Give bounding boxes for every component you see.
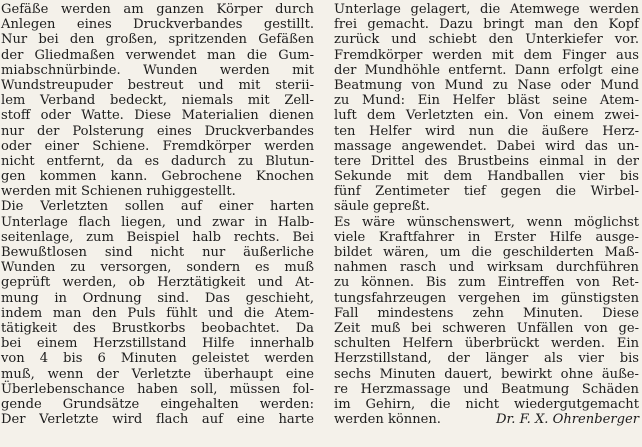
text-line: ten Helfer wird nun die äußere Herz- <box>334 123 639 139</box>
text-line: Fall mindestens zehn Minuten. Diese <box>334 305 639 321</box>
text-line: luft dem Verletzten ein. Von einem zwei- <box>334 108 639 124</box>
text-line: Wunden zu versorgen, sondern es muß <box>1 260 314 276</box>
text-line: zurück und schiebt den Unterkiefer vor. <box>334 32 639 48</box>
text-line: massage angewendet. Dabei wird das un- <box>334 138 639 154</box>
column-gutter <box>318 0 330 447</box>
text-line: von 4 bis 6 Minuten geleistet werden <box>1 351 314 367</box>
text-line: der Gliedmaßen verwendet man die Gum- <box>1 47 314 63</box>
text-line: Unterlage flach liegen, und zwar in Halb- <box>1 214 314 230</box>
text-line: Überlebenschance haben soll, müssen fol- <box>1 381 314 397</box>
text-line: gen kommen kann. Gebrochene Knochen <box>1 169 314 185</box>
text-line: Es wäre wünschenswert, wenn möglichst <box>334 214 639 230</box>
text-line: mung in Ordnung sind. Das geschieht, <box>1 290 314 306</box>
text-line: bildet wären, um die geschilderten Maß- <box>334 245 639 260</box>
text-line: Herzstillstand, der länger als vier bis <box>334 351 639 367</box>
text-line: indem man den Puls fühlt und die Atem- <box>1 305 314 321</box>
text-line: tätigkeit des Brustkorbs beobachtet. Da <box>1 320 314 336</box>
right-column <box>334 2 639 427</box>
text-line: nahmen rasch und wirksam durchführen <box>334 260 639 276</box>
closing-text: werden können. <box>334 412 441 428</box>
left-column <box>1 2 314 427</box>
text-line: zu Mund: Ein Helfer bläst seine Atem- <box>334 93 639 109</box>
text-line: gende Grundsätze eingehalten werden: <box>1 396 314 412</box>
text-line: nicht entfernt, da es dadurch zu Blutun- <box>1 153 314 169</box>
text-line: Sekunde mit dem Handballen vier bis <box>334 169 639 185</box>
text-line: nur der Polsterung eines Druckverbandes <box>1 123 314 139</box>
closing-line <box>334 412 639 427</box>
text-line: Unterlage gelagert, die Atemwege werden <box>334 2 639 17</box>
text-line: oder einer Schiene. Fremdkörper werden <box>1 138 314 154</box>
text-line: säule gepreßt. <box>334 199 430 215</box>
text-line: bei einem Herzstillstand Hilfe innerhalb <box>1 336 314 352</box>
text-line: Gefäße werden am ganzen Körper durch <box>1 2 314 17</box>
text-line: geprüft werden, ob Herztätigkeit und At- <box>1 275 314 291</box>
text-line: sechs Minuten dauert, bewirkt ohne äuße- <box>334 366 639 382</box>
text-line: Der Verletzte wird flach auf eine harte <box>1 412 314 428</box>
text-line: re Herzmassage und Beatmung Schäden <box>334 381 639 397</box>
text-line: miabschnürbinde. Wunden werden mit <box>1 62 314 78</box>
text-line: lem Verband bedeckt, niemals mit Zell- <box>1 93 314 109</box>
text-line: fünf Zentimeter tief gegen die Wirbel- <box>334 184 639 200</box>
text-line: seitenlage, zum Beispiel halb rechts. Bei <box>1 229 314 245</box>
text-line: Fremdkörper werden mit dem Finger aus <box>334 47 639 63</box>
text-line: tere Drittel des Brustbeins einmal in der <box>334 153 639 169</box>
text-line: Beatmung von Mund zu Nase oder Mund <box>334 77 639 93</box>
text-line: Die Verletzten sollen auf einer harten <box>1 199 314 215</box>
text-line: Nur bei den großen, spritzenden Gefäßen <box>1 32 314 48</box>
text-line: werden mit Schienen ruhiggestellt. <box>1 184 236 200</box>
text-line: stoff oder Watte. Diese Materialien dienen <box>1 108 314 124</box>
text-line: im Gehirn, die nicht wiedergutgemacht <box>334 396 639 412</box>
text-line: der Mundhöhle entfernt. Dann erfolgt eine <box>334 62 639 78</box>
text-line: tungsfahrzeugen vergehen im günstigsten <box>334 290 639 306</box>
text-line: schulten Helfern überbrückt werden. Ein <box>334 336 639 352</box>
text-line: Bewußtlosen sind nicht nur äußerliche <box>1 245 314 260</box>
text-line: zu können. Bis zum Eintreffen von Ret- <box>334 275 639 291</box>
text-line: Zeit muß bei schweren Unfällen von ge- <box>334 320 639 336</box>
author-signature: Dr. F. X. Ohrenberger <box>495 412 639 428</box>
text-line: Anlegen eines Druckverbandes gestillt. <box>1 17 314 33</box>
text-line: frei gemacht. Dazu bringt man den Kopf <box>334 17 639 33</box>
text-line: Wundstreupuder bestreut und mit sterii- <box>1 77 314 93</box>
text-line: muß, wenn der Verletzte überhaupt eine <box>1 366 314 382</box>
text-line: viele Kraftfahrer in Erster Hilfe ausge- <box>334 229 639 245</box>
